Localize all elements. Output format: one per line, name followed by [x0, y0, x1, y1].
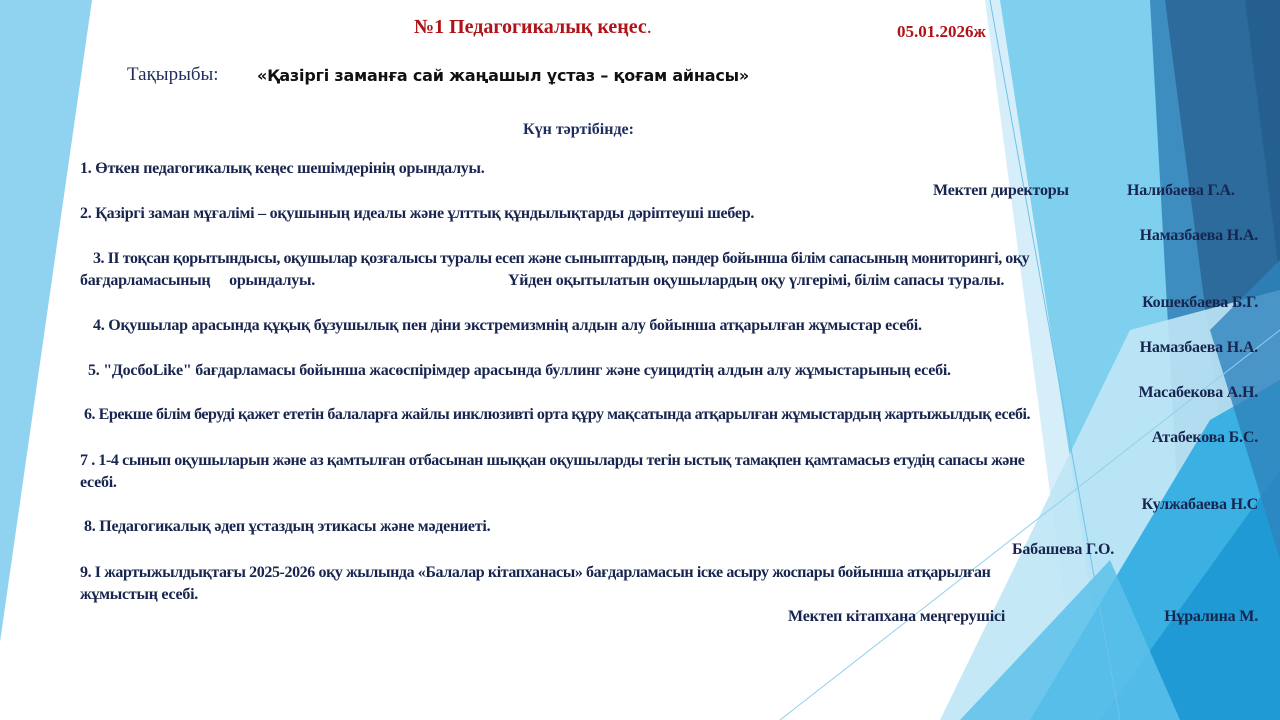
meeting-date: 05.01.2026ж	[897, 22, 986, 41]
agenda-item-2: 2. Қазіргі заман мұғалімі – оқушының идеалы және ұлттық құндылықтарды дәріптеуші шебер.	[80, 205, 755, 222]
agenda-item-7-line-2: есебі.	[80, 474, 117, 491]
agenda-heading: Күн тәртібінде:	[523, 121, 634, 138]
agenda-item-8: 8. Педагогикалық әдеп ұстаздың этикасы және мәдениеті.	[84, 518, 491, 535]
agenda-item-2-responsible: Намазбаева Н.А.	[1139, 227, 1258, 244]
agenda-item-5-responsible: Масабекова А.Н.	[1138, 384, 1258, 401]
agenda-item-1-responsible: Налибаева Г.А.	[1127, 182, 1235, 199]
agenda-item-1-role: Мектеп директоры	[933, 182, 1069, 199]
agenda-item-1: 1. Өткен педагогикалық кеңес шешімдерінің орындалуы.	[80, 160, 485, 177]
topic-value: «Қазіргі заманға сай жаңашыл ұстаз – қоғам айнасы»	[257, 66, 750, 85]
agenda-item-7-line-1: 7 . 1-4 сынып оқушыларын және аз қамтылған отбасынан шыққан оқушыларды тегін ыстық тамақпен қамтамасыз етудің сапасы және	[80, 452, 1025, 469]
topic-label: Тақырыбы:	[127, 64, 219, 85]
agenda-item-9-line-2: жұмыстың есебі.	[80, 586, 199, 603]
agenda-item-4: 4. Оқушылар арасында құқық бұзушылық пен діни экстремизмнің алдын алу бойынша атқарылған жұмыстар есебі.	[93, 317, 922, 334]
agenda-item-8-responsible: Бабашева Г.О.	[1012, 541, 1115, 558]
agenda-item-6-responsible: Атабекова Б.С.	[1151, 429, 1258, 446]
agenda-item-9-responsible: Нұралина М.	[1164, 608, 1258, 625]
agenda-item-3-line-3: Үйден оқытылатын оқушылардың оқу үлгерімі, білім сапасы туралы.	[508, 272, 1005, 289]
agenda-item-7-responsible: Кулжабаева Н.С	[1141, 496, 1258, 513]
agenda-item-6: 6. Ерекше білім беруді қажет ететін балаларға жайлы инклюзивті орта құру мақсатында атқарылған жұмыстардың жартыжылдық есебі.	[84, 406, 1031, 423]
agenda-item-3-responsible: Кошекбаева Б.Г.	[1142, 294, 1258, 311]
agenda-item-4-responsible: Намазбаева Н.А.	[1139, 339, 1258, 356]
slide-title: №1 Педагогикалық кеңес.	[414, 16, 652, 38]
agenda-item-5: 5. "ДосбоLike" бағдарламасы бойынша жасөспірімдер арасында буллинг және суицидтің алдын алу жұмыстарының есебі.	[88, 362, 951, 379]
agenda-item-9-role: Мектеп кітапхана меңгерушісі	[788, 608, 1006, 625]
agenda-item-9-line-1: 9. І жартыжылдықтағы 2025-2026 оқу жылында «Балалар кітапханасы» бағдарламасын іске асыру жоспары бойынша атқарылған	[80, 564, 991, 581]
agenda-item-3-line-1: 3. ІІ тоқсан қорытындысы, оқушылар қозғалысы туралы есеп және сыныптардың, пәндер бойынша білім сапасының мониторингі, оқу	[93, 250, 1030, 267]
agenda-item-3-line-2: бағдарламасының орындалуы.	[80, 272, 315, 289]
